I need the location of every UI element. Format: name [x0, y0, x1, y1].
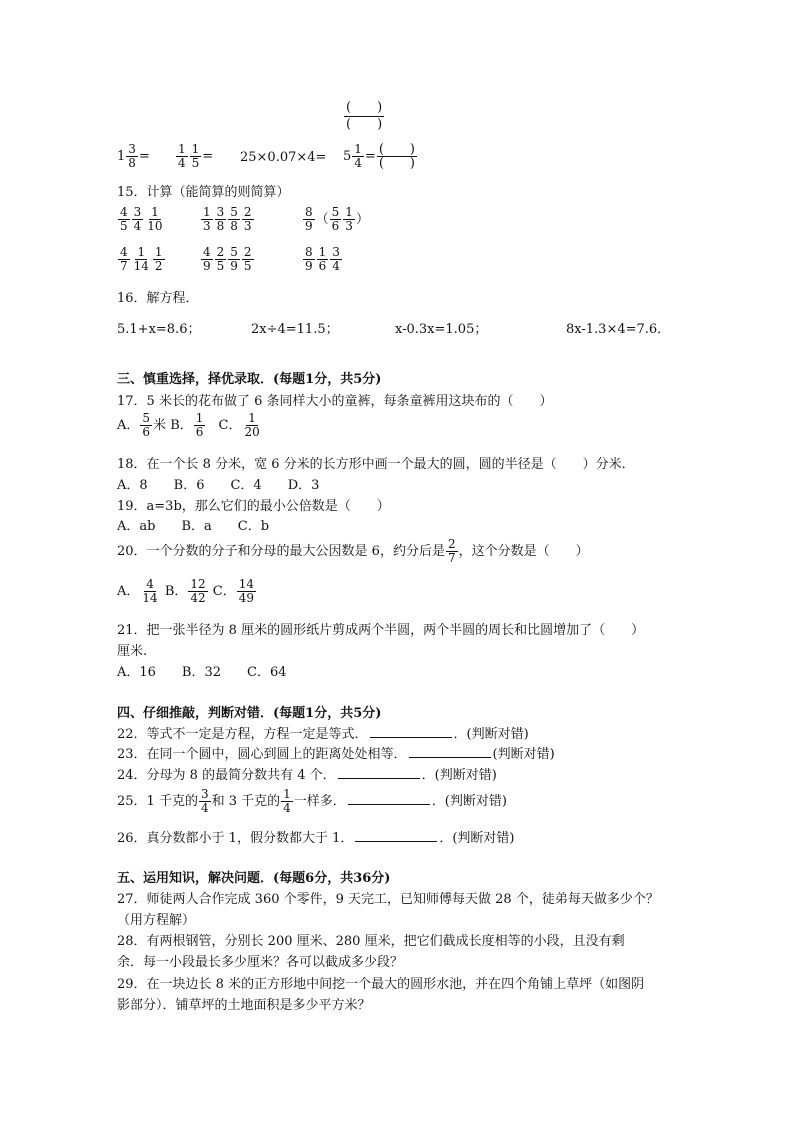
q15-r2-b [200, 246, 255, 273]
opt-label: B． [170, 418, 193, 433]
den: 4 [332, 259, 340, 273]
answer-blank[interactable] [409, 745, 491, 758]
q29-line1: 29．在一块边长 8 米的正方形地中间挖一个最大的圆形水池，并在四个角铺上草坪（如图阴 [117, 977, 645, 992]
den: 49 [238, 591, 255, 605]
den: 10 [147, 219, 163, 233]
num: 1 [178, 142, 186, 156]
den: 6 [318, 259, 327, 273]
num: 1 [151, 205, 159, 219]
eq: = [138, 149, 150, 164]
answer-blank[interactable] [355, 829, 437, 842]
paren: ） [355, 212, 369, 227]
q17-options [117, 412, 263, 439]
den: 6 [142, 425, 151, 439]
den: 8 [230, 219, 238, 233]
paren: （ [315, 212, 329, 227]
line1-d [343, 143, 418, 170]
q15-r2-c [302, 246, 343, 273]
q20-pre: 20．一个分数的分子和分母的最大公因数是 6，约分后是 [117, 544, 445, 559]
q25-end: ．(判断对错) [431, 794, 507, 809]
q19-options: A．ab B．a C．b [117, 519, 270, 534]
line1-b [175, 143, 213, 170]
q16-eq-1: 5.1+x=8.6； [117, 322, 201, 337]
q24-end: ．(判断对错) [421, 768, 497, 783]
den: 42 [190, 591, 206, 605]
den: 4 [200, 801, 209, 815]
num: 1 [191, 142, 200, 156]
den: 9 [230, 259, 238, 273]
opt-label: A． [117, 418, 140, 433]
q26 [117, 827, 515, 846]
q18-options: A．8 B．6 C．4 D．3 [117, 478, 320, 493]
num: 5 [230, 245, 238, 259]
q26-text: 26．真分数都小于 1，假分数都大于 1． [117, 831, 354, 846]
q21-line2: 厘米. [117, 644, 148, 659]
num: 2 [243, 245, 252, 259]
num: 8 [305, 205, 313, 219]
answer-blank[interactable] [338, 766, 420, 779]
top-fraction-blank [343, 100, 385, 133]
q18-text: 18．在一个长 8 分米，宽 6 分米的长方形中画一个最大的圆，圆的半径是（ ）分米． [117, 457, 635, 472]
den: 4 [354, 156, 362, 170]
num: 2 [447, 537, 456, 551]
den: 14 [133, 259, 149, 273]
section-4-title: 四、仔细推敲，判断对错．(每题1分，共5分) [117, 706, 382, 721]
opt-label: B． [164, 584, 188, 599]
q17-text: 17．5 米长的花布做了 6 条同样大小的童裤，每条童裤用这块布的（ ） [117, 394, 553, 409]
num: 1 [248, 411, 256, 425]
num: 3 [128, 142, 136, 156]
den: 9 [305, 219, 313, 233]
num: 1 [154, 245, 163, 259]
num: 4 [146, 577, 154, 591]
den: 2 [154, 259, 163, 273]
num: 1 [354, 142, 362, 156]
num: ( ) [378, 142, 415, 157]
num: 3 [216, 205, 225, 219]
num: 1 [318, 245, 327, 259]
num: 1 [203, 205, 211, 219]
q16-title: 16．解方程． [117, 291, 199, 306]
q20-post: ，这个分数是（ ） [458, 544, 589, 559]
den: 8 [216, 219, 225, 233]
num: 8 [305, 245, 313, 259]
line1-a [117, 143, 150, 170]
num: 3 [332, 245, 340, 259]
q16-eq-2: 2x÷4=11.5； [251, 322, 339, 337]
num: 5 [331, 205, 340, 219]
q25-c: 一样多． [293, 794, 346, 809]
den: 6 [195, 425, 204, 439]
int: 5 [343, 149, 352, 164]
q15-r1-c [302, 206, 369, 233]
num: 2 [243, 205, 252, 219]
q29-line2: 影部分）．铺草坪的土地面积是多少平方米？ [117, 998, 371, 1013]
q28-line1: 28．有两根钢管，分别长 200 厘米、280 厘米，把它们截成长度相等的小段，且没有剩 [117, 934, 625, 949]
int: 1 [117, 149, 126, 164]
q20-text [117, 538, 589, 565]
q25 [117, 788, 507, 815]
q23-text: 23．在同一个圆中，圆心到圆上的距离处处相等． [117, 747, 407, 762]
answer-blank[interactable] [348, 792, 430, 805]
q20-options [117, 578, 257, 605]
q21-line1: 21．把一张半径为 8 厘米的圆形纸片剪成两个半圆，两个半圆的周长和比圆增加了（ ） [117, 623, 645, 638]
q15-r2-a [117, 246, 166, 273]
num: 1 [137, 245, 146, 259]
section-5-title: 五、运用知识，解决问题．(每题6分，共36分) [117, 871, 391, 886]
opt-label: C． [212, 584, 236, 599]
q16-eq-3: x-0.3x=1.05； [395, 322, 488, 337]
q23-end: (判断对错) [492, 747, 555, 762]
q28-line2: 余．每一小段最长多少厘米？各可以截成多少段？ [117, 955, 404, 970]
section-3-title: 三、慎重选择，择优录取．(每题1分，共5分) [117, 372, 382, 387]
num: 3 [200, 787, 209, 801]
q15-title: 15．计算（能简算的则简算） [117, 185, 290, 200]
q25-b: 和 3 千克的 [211, 794, 281, 809]
num: 3 [133, 205, 142, 219]
line1-c: 25×0.07×4= [240, 150, 327, 165]
den: 8 [128, 156, 136, 170]
opt-label: A． [117, 584, 140, 599]
den: 6 [331, 219, 340, 233]
num: 14 [238, 577, 255, 591]
den: 20 [244, 425, 260, 439]
q22-end: ．(判断对错) [453, 727, 529, 742]
den: 7 [447, 551, 456, 565]
num: 5 [142, 411, 151, 425]
num: 4 [203, 245, 211, 259]
den: 9 [305, 259, 313, 273]
num: 2 [216, 245, 225, 259]
q22 [117, 723, 529, 742]
den: 4 [133, 219, 142, 233]
num: 1 [283, 787, 291, 801]
q15-r1-a [117, 206, 166, 233]
frac-num: ( ) [346, 100, 383, 115]
q27-line1: 27．师徒两人合作完成 360 个零件，9 天完工，已知师傅每天做 28 个，徒弟每天做多少个？ [117, 892, 659, 907]
eq: = [364, 149, 376, 164]
q25-a: 25．1 千克的 [117, 794, 198, 809]
eq: = [202, 149, 214, 164]
q26-end: ．(判断对错) [439, 831, 515, 846]
num: 4 [120, 205, 128, 219]
num: 1 [345, 205, 353, 219]
q16-eq-4: 8x-1.3×4=7.6． [566, 322, 671, 337]
q27-line2: （用方程解） [117, 913, 196, 928]
den: 14 [142, 591, 158, 605]
den: 5 [120, 219, 128, 233]
den: 4 [283, 801, 291, 815]
q24 [117, 764, 497, 783]
q15-r1-b [200, 206, 255, 233]
num: 5 [230, 205, 238, 219]
den: 7 [120, 259, 128, 273]
answer-blank[interactable] [370, 725, 452, 738]
den: 3 [243, 219, 252, 233]
num: 1 [195, 411, 204, 425]
den: 9 [203, 259, 211, 273]
opt-label: C． [218, 418, 242, 433]
unit: 米 [153, 418, 167, 433]
num: 12 [190, 577, 206, 591]
den: 5 [216, 259, 225, 273]
q21-options: A．16 B．32 C．64 [117, 665, 287, 680]
q24-text: 24．分母为 8 的最简分数共有 4 个． [117, 768, 336, 783]
num: 4 [120, 245, 128, 259]
den: 3 [203, 219, 211, 233]
q23 [117, 743, 555, 762]
den: 5 [191, 156, 200, 170]
den: ( ) [378, 156, 415, 171]
q19-text: 19．a=3b，那么它们的最小公倍数是（ ） [117, 499, 390, 514]
frac-den: ( ) [346, 117, 383, 132]
den: 3 [345, 219, 353, 233]
q22-text: 22．等式不一定是方程，方程一定是等式． [117, 727, 368, 742]
den: 5 [243, 259, 252, 273]
den: 4 [178, 156, 186, 170]
